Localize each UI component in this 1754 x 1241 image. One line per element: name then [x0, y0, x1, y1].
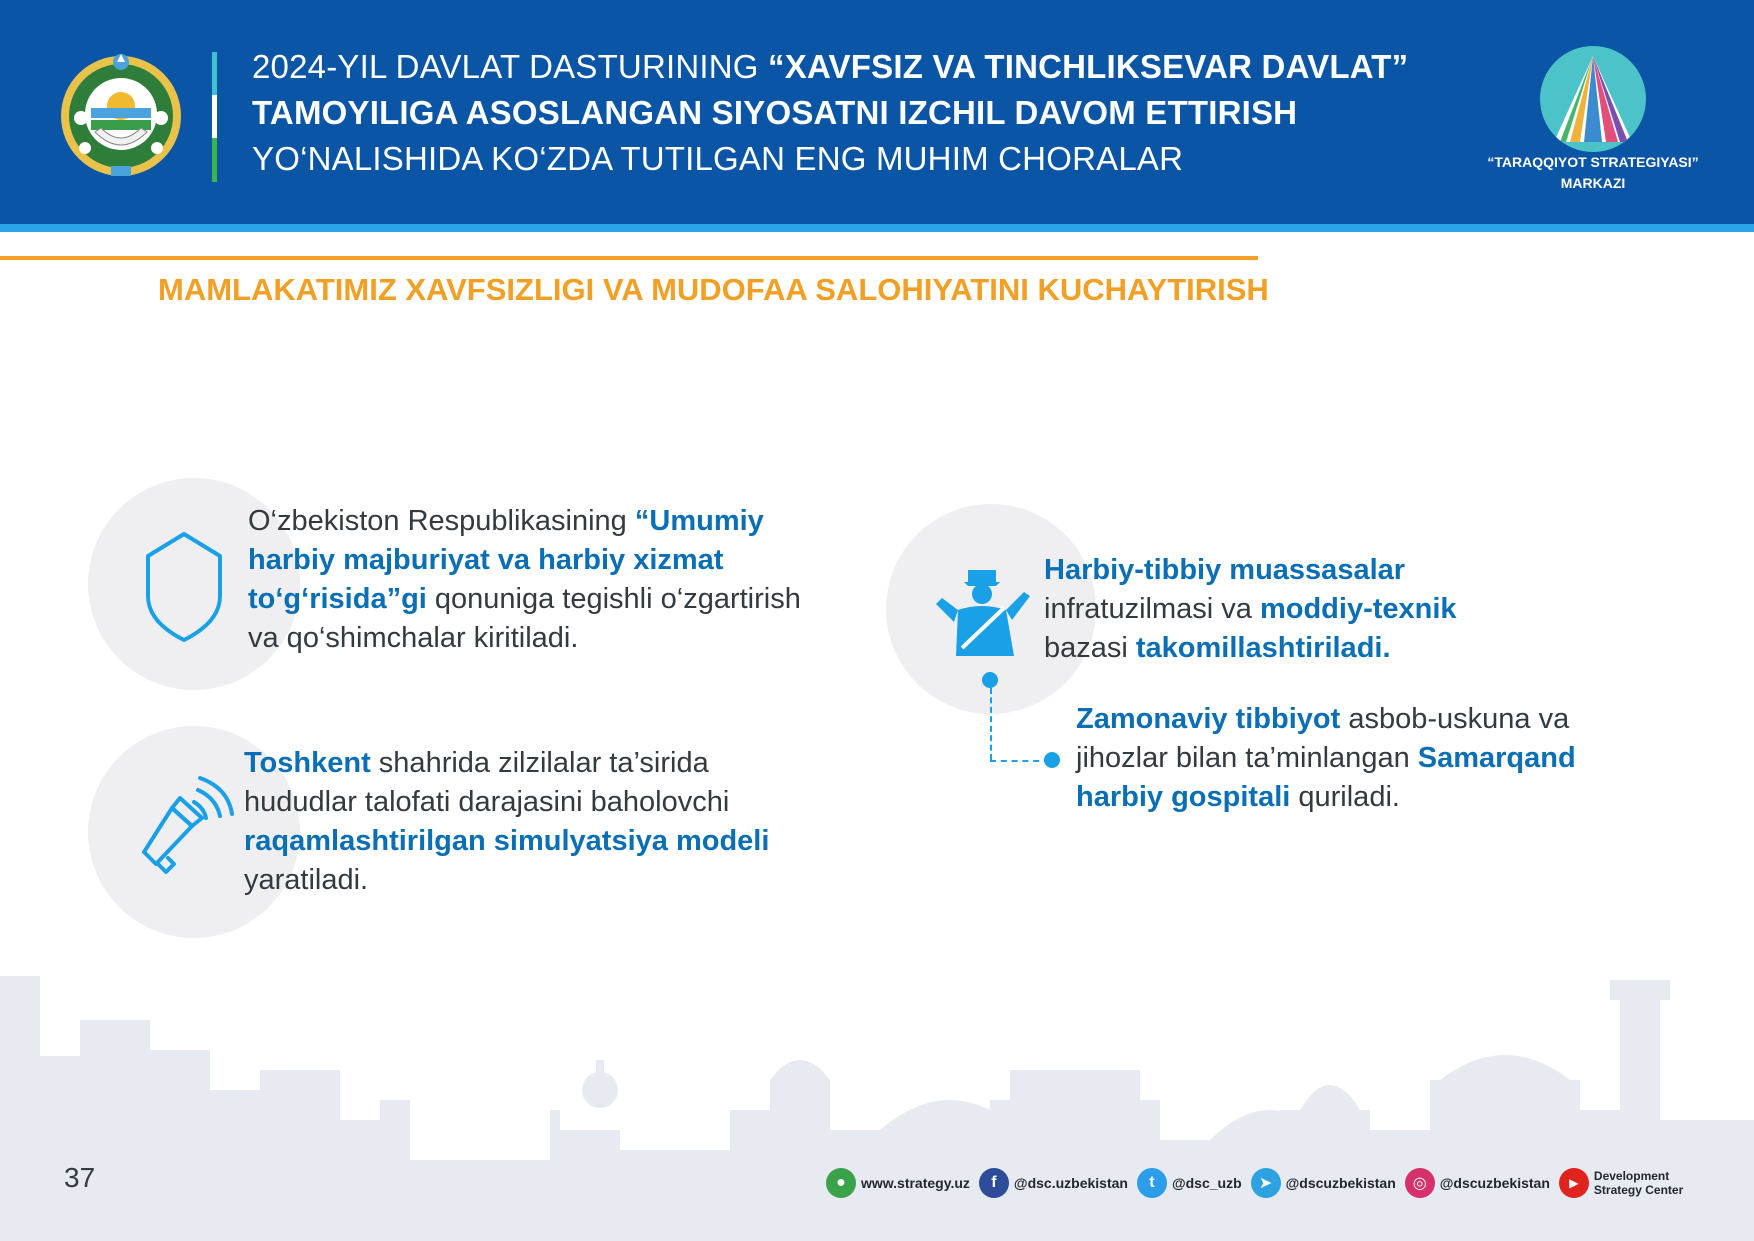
footer-link-label: @dscuzbekistan: [1285, 1175, 1396, 1191]
text-run-highlight: takomillashtiriladi.: [1135, 632, 1391, 664]
footer-link-youtube[interactable]: [1559, 1168, 1683, 1198]
footer-link-twitter[interactable]: [1137, 1168, 1242, 1198]
footer-link-label: @dsc.uzbekistan: [1013, 1175, 1128, 1191]
footer-link-website[interactable]: [826, 1168, 970, 1198]
text-run: quriladi.: [1290, 781, 1400, 813]
dsc-brand-text: [1594, 1169, 1683, 1197]
title-line-2: TAMOYILIGA ASOSLANGAN SIYOSATNI IZCHIL DAVOM ETTIRISH: [252, 94, 1298, 131]
shield-icon: [142, 530, 226, 644]
twitter-icon: t: [1137, 1168, 1167, 1198]
text-run: qonuniga tegishli o‘zgartirish va qo‘shimchalar kiritiladi.: [248, 583, 801, 654]
connector-dot-end: [1044, 752, 1060, 768]
dsc-logo-graphic: [1540, 46, 1646, 152]
megaphone-icon: [138, 772, 234, 878]
text-run-highlight: moddiy-texnik: [1259, 593, 1457, 625]
text-run-highlight: “Umumiy harbiy majburiyat va harbiy xizmat to‘g‘risida”gi: [248, 505, 764, 615]
facebook-icon: f: [979, 1168, 1009, 1198]
youtube-icon: ▶: [1559, 1168, 1589, 1198]
text-run-highlight: Toshkent: [244, 747, 371, 779]
text-run-highlight: raqamlashtirilgan simulyatsiya modeli: [244, 825, 770, 857]
text-run: shahrida zilzilalar ta’sirida hududlar talofati darajasini baholovchi: [244, 747, 730, 818]
text-run: yaratiladi.: [244, 864, 369, 896]
footer-link-label: www.strategy.uz: [861, 1175, 970, 1191]
text-run: asbob-uskuna va jihozlar bilan ta’minlangan: [1076, 703, 1570, 774]
dsc-brand-line-2: Strategy Center: [1593, 1183, 1684, 1197]
dsc-brand-line-1: Development: [1593, 1169, 1670, 1183]
title-line-1: 2024-YIL DAVLAT DASTURINING “XAVFSIZ VA TINCHLIKSEVAR DAVLAT”: [252, 48, 1409, 85]
title-tricolor-bar: [212, 52, 217, 182]
dsc-logo-icon: [1540, 46, 1646, 152]
connector-line-vertical: [990, 688, 992, 760]
text-run: O‘zbekiston Respublikasining: [248, 505, 635, 537]
connector-dot-top: [982, 672, 998, 688]
org-name: [1440, 152, 1746, 194]
text-run: bazasi: [1044, 632, 1136, 664]
text-run: infratuzilmasi va: [1044, 593, 1260, 625]
org-name-line-2: MARKAZI: [1560, 175, 1626, 191]
section-divider: [0, 256, 1258, 260]
connector-line-horizontal: [990, 760, 1050, 762]
header-stripe: [0, 224, 1754, 232]
title-line-3: YO‘NALISHIDA KO‘ZDA TUTILGAN ENG MUHIM CHORALAR: [252, 140, 1184, 177]
soldier-icon: [934, 562, 1034, 658]
page-number: 37: [64, 1162, 96, 1193]
page-title: [252, 44, 1502, 182]
footer-link-label: @dscuzbekistan: [1439, 1175, 1550, 1191]
globe-icon: ●: [826, 1168, 856, 1198]
social-footer: [826, 1160, 1683, 1206]
text-run-highlight: Harbiy-tibbiy muassasalar: [1044, 554, 1406, 586]
text-run-highlight: Samarqand harbiy gospitali: [1076, 742, 1576, 813]
section-title: MAMLAKATIMIZ XAVFSIZLIGI VA MUDOFAA SALOHIYATINI KUCHAYTIRISH: [158, 272, 1269, 307]
item-text-earthquake-simulation: [244, 744, 804, 900]
text-run-highlight: Zamonaviy tibbiyot: [1076, 703, 1341, 735]
footer-link-telegram[interactable]: [1251, 1168, 1396, 1198]
footer-link-label: @dsc_uzb: [1171, 1175, 1242, 1191]
instagram-icon: ◎: [1405, 1168, 1435, 1198]
org-name-line-1: “TARAQQIYOT STRATEGIYASI”: [1487, 154, 1699, 170]
item-text-samarkand-hospital: [1076, 700, 1576, 817]
item-text-military-service-law: [248, 502, 808, 658]
state-emblem-icon: [55, 48, 187, 180]
footer-link-instagram[interactable]: [1405, 1168, 1550, 1198]
footer-link-facebook[interactable]: [979, 1168, 1128, 1198]
item-text-medical-infrastructure: [1044, 551, 1544, 668]
telegram-icon: ➤: [1251, 1168, 1281, 1198]
